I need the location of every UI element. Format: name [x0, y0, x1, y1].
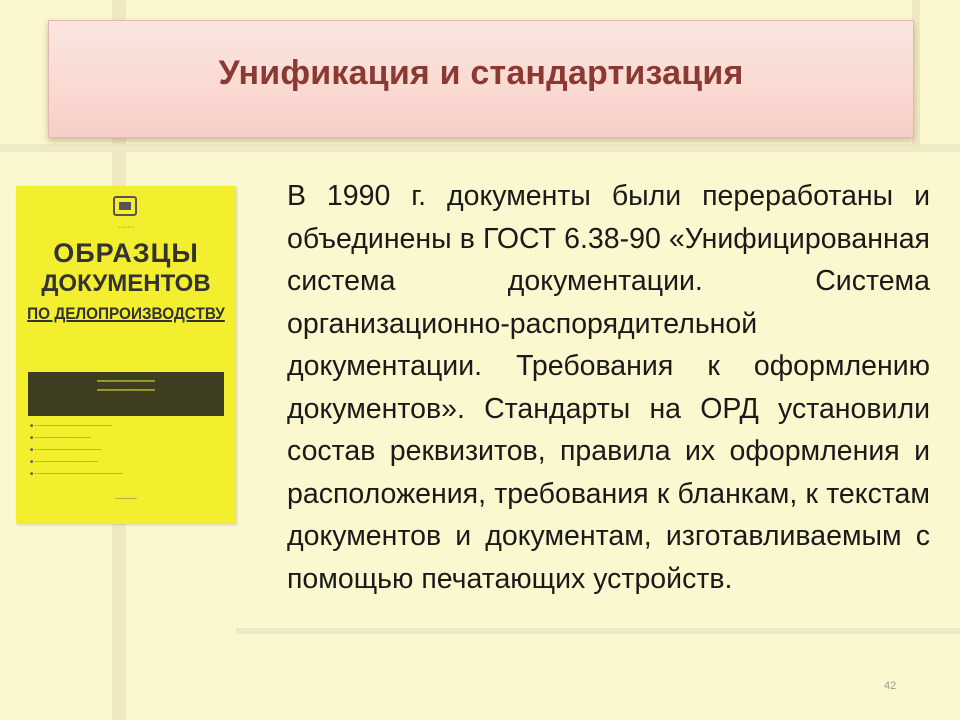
book-bullet: ■ ─────────────────── [30, 444, 220, 456]
slide-title: Унификация и стандартизация [218, 53, 744, 92]
slide-title-box [48, 20, 914, 138]
book-bullet: ■ ──────────────── [30, 432, 220, 444]
book-title-line-3: ПО ДЕЛОПРОИЗВОДСТВУ [27, 304, 225, 323]
book-bullet: ■ ────────────────── [30, 456, 220, 468]
background-line-horizontal [0, 144, 960, 152]
slide-body-text: В 1990 г. документы были переработаны и объединены в ГОСТ 6.38-90 «Унифицированная система документации. Система организационно-распорядительной документации. Требования к оформлению документов». Стандарты на ОРД установили состав реквизитов, правила их оформления и расположения, требования к бланкам, к текстам документов и документам, изготавливаемым с помощью печатающих устройств. [287, 180, 930, 595]
book-band-text: ━━━━━━━━━━━━━━━━ ━━━━━━━━━━━━━━━━ [97, 379, 155, 394]
background-line-horizontal-lower [236, 628, 960, 634]
book-bullet: ■ ───────────────────────── [30, 468, 220, 480]
book-author: ······· [117, 224, 135, 231]
page-number: 42 [884, 680, 897, 692]
book-title-line-2: ДОКУМЕНТОВ [41, 270, 211, 297]
book-bullet-list [30, 420, 220, 480]
book-cover-image [16, 186, 236, 524]
book-title-line-1: ОБРАЗЦЫ [53, 238, 199, 268]
book-cover-band [28, 372, 224, 416]
book-city: ───── [115, 496, 137, 502]
publisher-logo-icon [113, 196, 137, 216]
book-bullet: ■ ────────────────────── [30, 420, 220, 432]
